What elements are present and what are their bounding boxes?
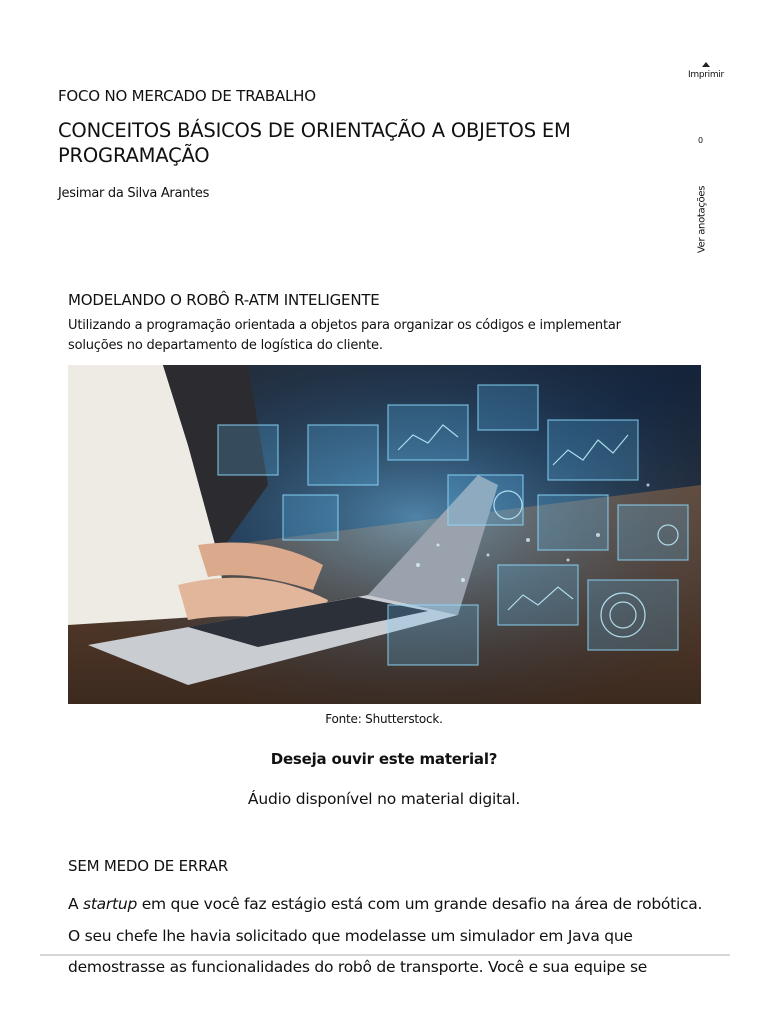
hero-image: [68, 365, 701, 704]
audio-availability: Áudio disponível no material digital.: [247, 790, 521, 808]
section-lead: Utilizando a programação orientada a objetos para organizar os códigos e implementar soluções no departamento de logística do cliente.: [68, 318, 621, 353]
print-label: Imprimir: [688, 70, 724, 80]
section-heading-2: SEM MEDO DE ERRAR: [68, 857, 229, 875]
image-caption: Fonte: Shutterstock.: [325, 712, 443, 726]
notes-count: 0: [698, 136, 704, 145]
section-kicker: FOCO NO MERCADO DE TRABALHO: [58, 87, 316, 105]
body-paragraph: [68, 889, 713, 984]
startup-term: startup: [83, 895, 138, 913]
audio-question: Deseja ouvir este material?: [270, 750, 498, 768]
paragraph-start: A: [68, 895, 84, 913]
caret-up-icon: [702, 62, 710, 67]
page-divider: [40, 954, 730, 956]
view-notes-label: Ver anotações: [696, 185, 708, 254]
paragraph-rest: em que você faz estágio está com um grande desafio na área de robótica. O seu chefe lhe havia solicitado que modelasse um simulador em Java que demostrasse as funcionalidades do robô de transporte. Você e sua equipe se: [68, 895, 703, 976]
section-heading: MODELANDO O ROBÔ R-ATM INTELIGENTE: [68, 291, 380, 309]
view-notes-button[interactable]: [696, 186, 708, 256]
page-title: CONCEITOS BÁSICOS DE ORIENTAÇÃO A OBJETOS EM PROGRAMAÇÃO: [58, 119, 571, 167]
author-name: Jesimar da Silva Arantes: [58, 186, 210, 201]
print-button[interactable]: [682, 62, 730, 80]
